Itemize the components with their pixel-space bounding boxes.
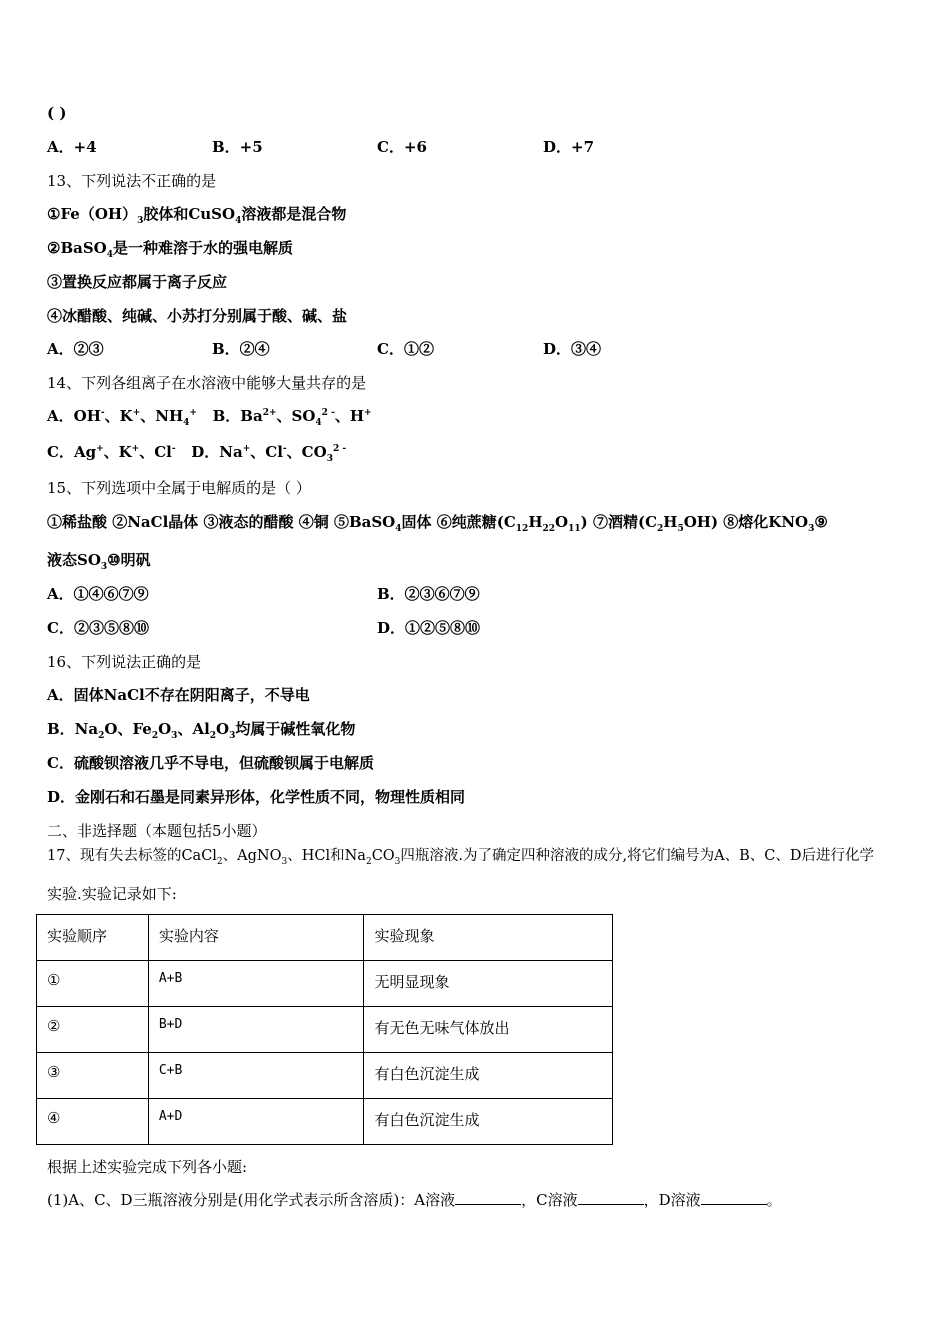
q13-option-c: C．①② xyxy=(377,340,434,358)
q13-stem: 13、下列说法不正确的是 xyxy=(47,172,217,190)
table-cell: ② xyxy=(37,1007,149,1053)
q12-option-b: B．+5 xyxy=(212,138,263,156)
table-cell: ③ xyxy=(37,1053,149,1099)
q16-option-b: B．$Na_2O$、$Fe_2O_3$、$Al_2O_3$均属于碱性氧化物 xyxy=(47,720,356,741)
q13-option-a: A．②③ xyxy=(47,340,104,358)
q16-option-a: A．固体NaCl不存在阴阳离子，不导电 xyxy=(47,686,310,704)
table-header-cell: 实验顺序 xyxy=(37,915,149,961)
table-row xyxy=(37,1053,613,1099)
q13-statement-4: ④冰醋酸、纯碱、小苏打分别属于酸、碱、盐 xyxy=(47,307,348,325)
q15-option-b: B．②③⑥⑦⑨ xyxy=(377,585,480,603)
q15-items-line1: ①稀盐酸 ②NaCl晶体 ③液态的醋酸 ④铜 ⑤BaSO$_4$固体 ⑥纯蔗糖$(C_{12}H_{22}O_{11})$ ⑦酒精$(C_2H_5OH)$ ⑧熔化$KNO_3⑨$ xyxy=(47,513,828,534)
table-row xyxy=(37,1007,613,1053)
table-header-cell: 实验内容 xyxy=(148,915,364,961)
q15-option-a: A．①④⑥⑦⑨ xyxy=(47,585,149,603)
table-row xyxy=(37,961,613,1007)
q13-statement-2: ②BaSO$_4$是一种难溶于水的强电解质 xyxy=(47,239,294,260)
answer-blank-c[interactable] xyxy=(578,1190,644,1205)
q16-stem: 16、下列说法正确的是 xyxy=(47,653,202,671)
q12-option-d: D．+7 xyxy=(543,138,595,156)
q15-items-line2: 液态$SO_3⑩$明矾 xyxy=(47,551,151,572)
q17-after-table: 根据上述实验完成下列各小题: xyxy=(47,1158,248,1176)
q15-option-d: D．①②⑤⑧⑩ xyxy=(377,619,481,637)
q13-statement-1: $①Fe(OH)_3$胶体和CuSO$_4$溶液都是混合物 xyxy=(47,205,347,226)
experiment-table xyxy=(36,914,613,1145)
q17-subquestion-1: (1)A、C、D三瓶溶液分别是(用化学式表示所含溶质)：A溶液 ，C溶液 ，D溶液 。 xyxy=(47,1191,782,1209)
table-cell: 有无色无味气体放出 xyxy=(364,1007,613,1053)
answer-blank-a[interactable] xyxy=(455,1190,521,1205)
table-cell: ④ xyxy=(37,1099,149,1145)
q12-option-a: A．+4 xyxy=(47,138,97,156)
q14-options-ab: A．OH-、K+、$NH_4^+$ B．$Ba^{2+}$、$SO_4^{2 -}$、H+ xyxy=(47,407,372,428)
q12-option-c: C．+6 xyxy=(377,138,427,156)
q14-options-cd: C．Ag+、K+、Cl- D．Na+、Cl-、$CO_3^{2 -}$ xyxy=(47,443,347,464)
q16-option-c: C．硫酸钡溶液几乎不导电，但硫酸钡属于电解质 xyxy=(47,754,374,772)
table-cell: B+D xyxy=(148,1007,364,1053)
q14-stem: 14、下列各组离子在水溶液中能够大量共存的是 xyxy=(47,374,367,392)
q17-stem: 17、现有失去标签的CaCl$_2$、AgNO$_3$、HCl和$Na_2CO_3$四瓶溶液.为了确定四种溶液的成分,将它们编号为A、B、C、D后进行化学 xyxy=(47,848,874,867)
table-cell: A+D xyxy=(148,1099,364,1145)
q13-statement-3: ③置换反应都属于离子反应 xyxy=(47,273,228,291)
q15-option-c: C．②③⑤⑧⑩ xyxy=(47,619,149,637)
answer-blank-d[interactable] xyxy=(701,1190,767,1205)
table-cell: ① xyxy=(37,961,149,1007)
table-row xyxy=(37,1099,613,1145)
table-header-row xyxy=(37,915,613,961)
q16-option-d: D．金刚石和石墨是同素异形体，化学性质不同，物理性质相同 xyxy=(47,788,466,806)
q15-stem: 15、下列选项中全属于电解质的是（ ） xyxy=(47,479,311,497)
table-cell: C+B xyxy=(148,1053,364,1099)
table-header-cell: 实验现象 xyxy=(364,915,613,961)
section-2-heading: 二、非选择题（本题包括5小题） xyxy=(47,822,267,840)
q17-stem-line2: 实验.实验记录如下: xyxy=(47,885,177,903)
table-cell: A+B xyxy=(148,961,364,1007)
table-cell: 无明显现象 xyxy=(364,961,613,1007)
q12-bracket: ( ) xyxy=(47,104,67,122)
q13-option-d: D．③④ xyxy=(543,340,602,358)
table-cell: 有白色沉淀生成 xyxy=(364,1099,613,1145)
table-cell: 有白色沉淀生成 xyxy=(364,1053,613,1099)
q13-option-b: B．②④ xyxy=(212,340,270,358)
